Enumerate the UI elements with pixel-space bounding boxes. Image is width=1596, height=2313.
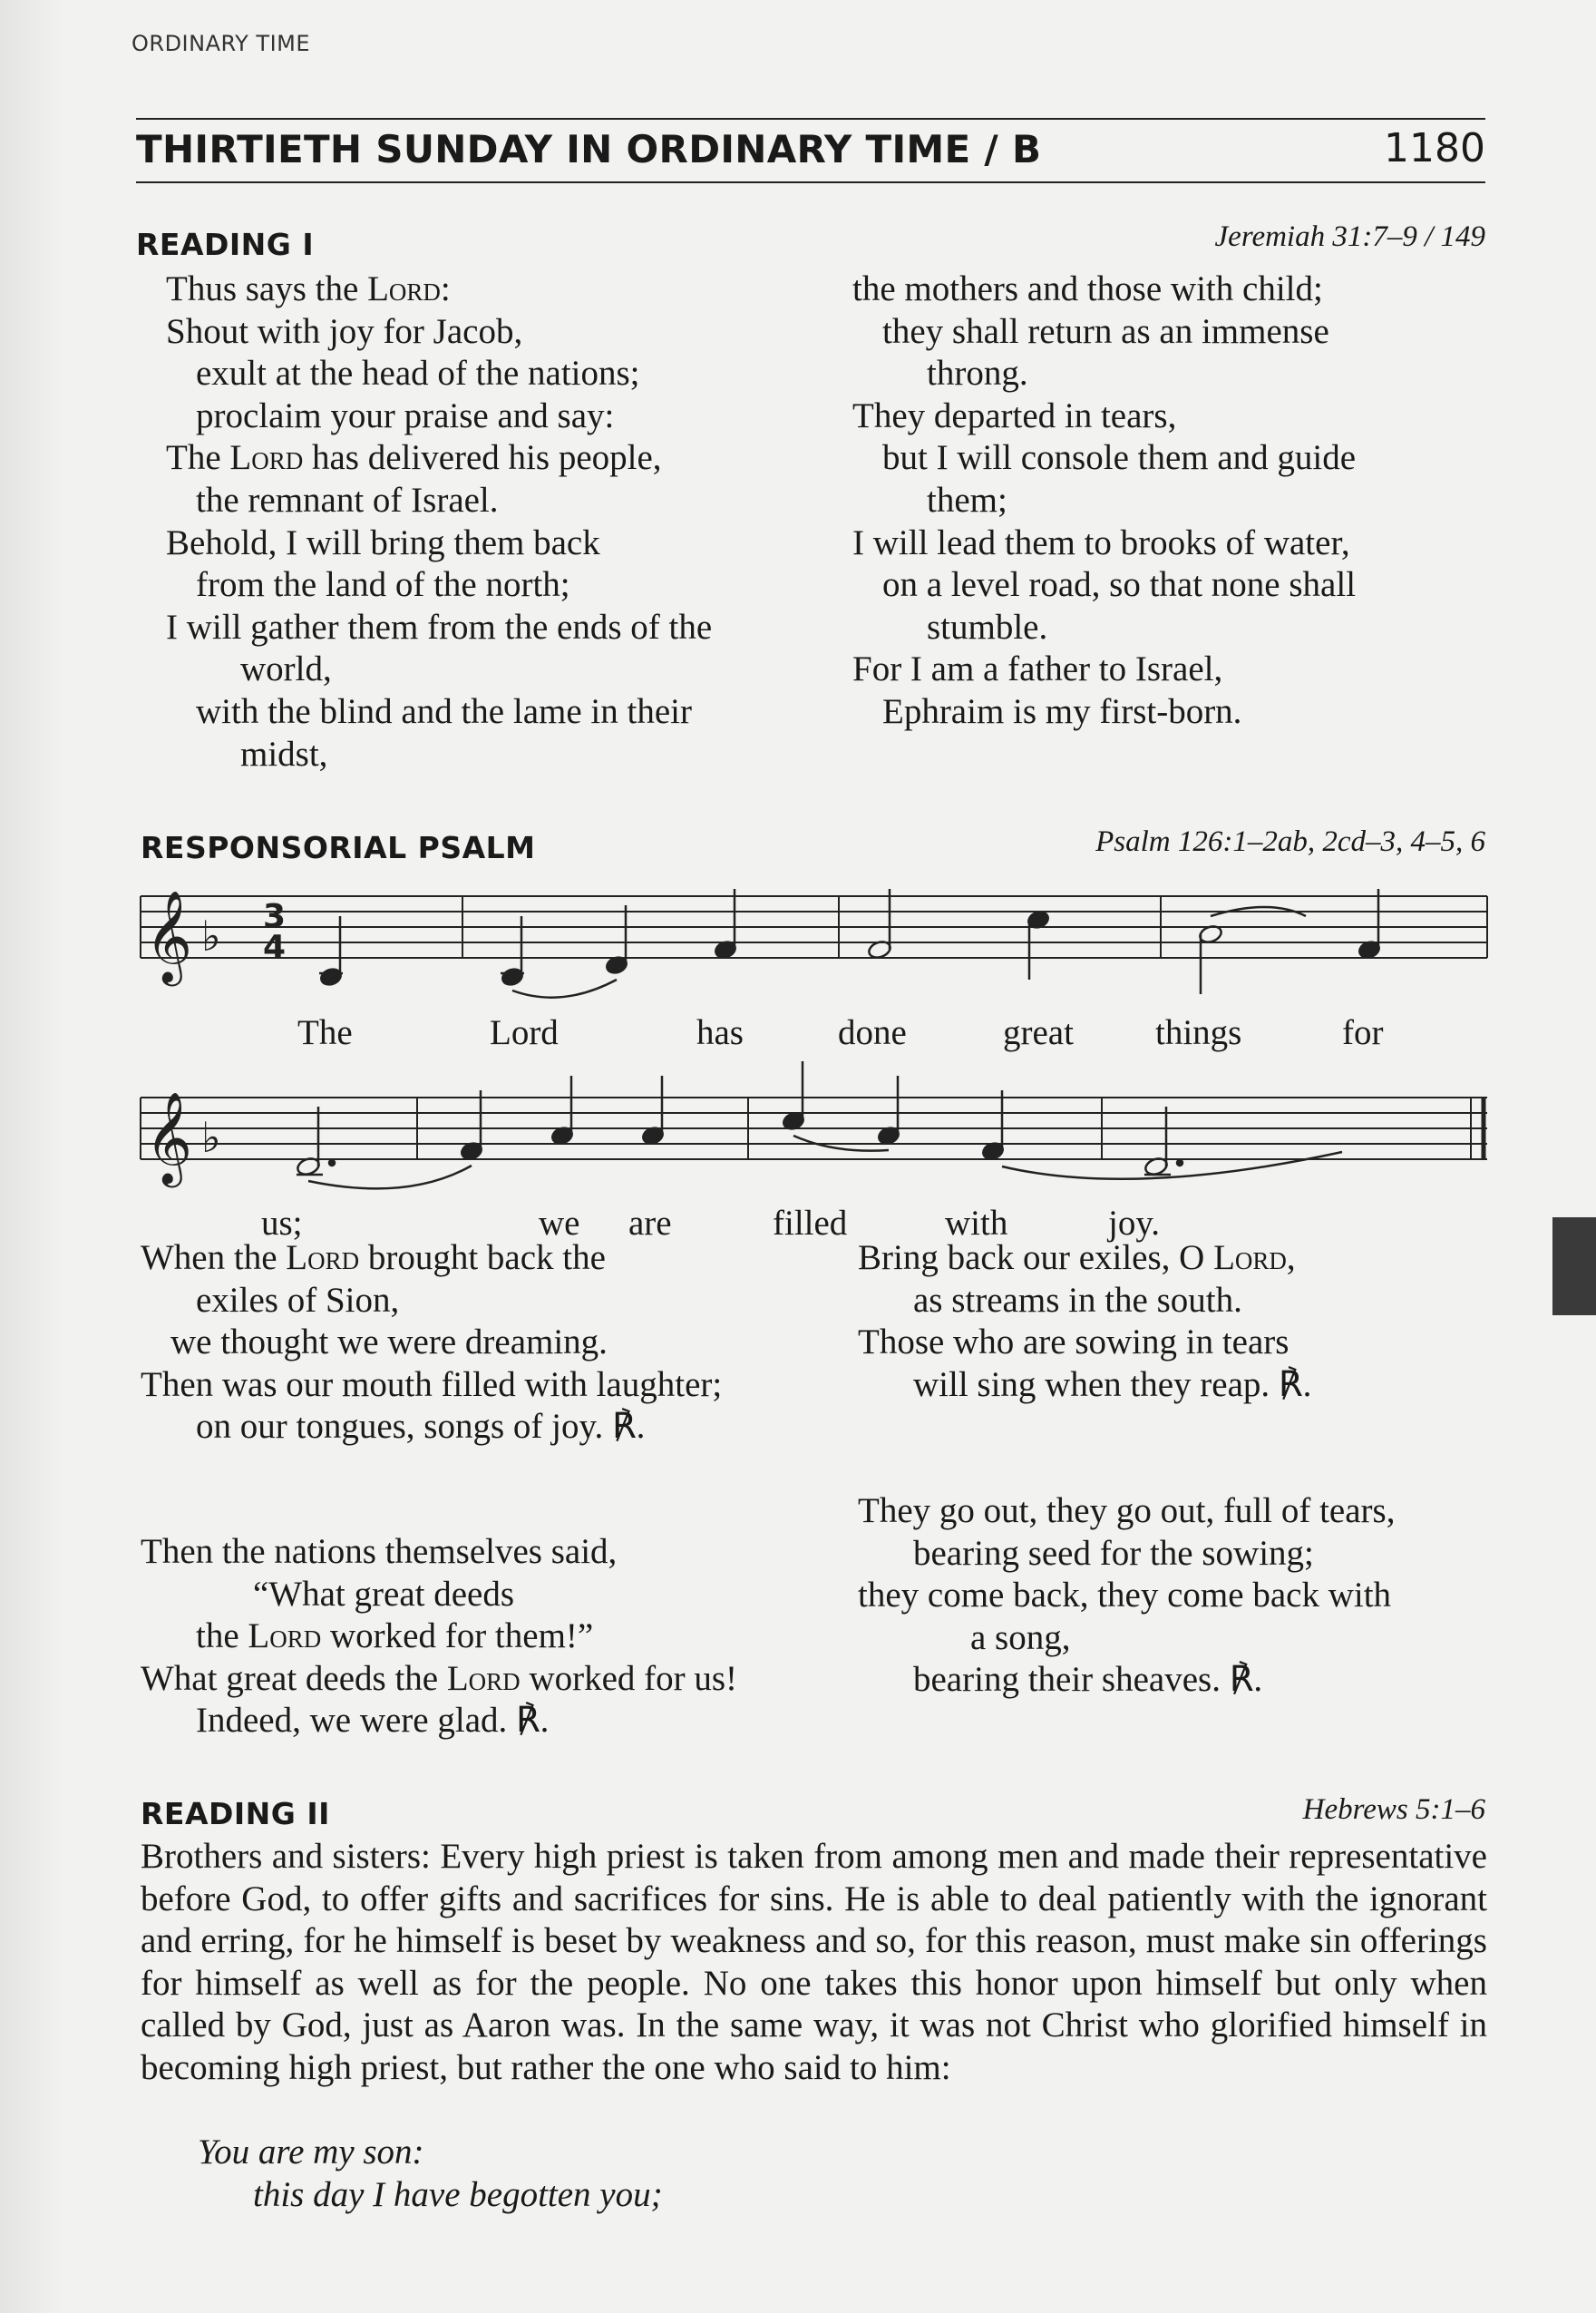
- reading2-citation: Hebrews 5:1–6: [1302, 1793, 1485, 1826]
- verse-line: exiles of Sion,: [196, 1280, 400, 1320]
- slur: [308, 1166, 472, 1188]
- lyric-word: things: [1155, 1013, 1242, 1052]
- verse-line: Shout with joy for Jacob,: [166, 311, 523, 351]
- lyric-word: filled: [773, 1204, 848, 1243]
- verse-line: the remnant of Israel.: [196, 480, 499, 520]
- verse-line: exult at the head of the nations;: [196, 354, 640, 394]
- running-header: ORDINARY TIME: [131, 31, 311, 56]
- lyric-word: we: [539, 1204, 580, 1243]
- verse-line: they shall return as an immense: [882, 311, 1329, 351]
- psalm-verse-4: [858, 1490, 1395, 1702]
- thumb-index-tab: [1552, 1217, 1596, 1315]
- lyric-word: Lord: [490, 1013, 559, 1052]
- verse-line: them;: [927, 480, 1007, 520]
- verse-line: with the blind and the lame in their: [196, 691, 692, 731]
- verse-line: Then was our mouth filled with laughter;: [141, 1364, 723, 1404]
- lord-smallcaps: Lord: [248, 1616, 322, 1656]
- verse-line: midst,: [240, 734, 328, 774]
- verse-line: bearing seed for the sowing;: [913, 1533, 1314, 1573]
- reading2-paragraph: Brothers and sisters: Every high priest is taken from among men and made their representative before God, to offer gifts and sacrifices for sins. He is able to deal patiently with the ignorant and erring, for he himself is beset by weakness and so, for this reason, must make sin offerings for himself as well as for the people. No one takes this honor upon himself but only when called by God, just as Aaron was. In the same way, it was not Christ who glorified himself in becoming high priest, but rather the one who said to him:: [141, 1837, 1487, 2087]
- treble-clef-icon: 𝄞: [145, 889, 193, 982]
- verse-line: stumble.: [927, 607, 1048, 647]
- verse-line: I will lead them to brooks of water,: [852, 522, 1350, 562]
- verse-line: Ephraim is my first-born.: [882, 691, 1242, 731]
- slur: [1002, 1152, 1342, 1179]
- verse-line: “What great deeds: [253, 1574, 515, 1614]
- verse-line: What great deeds the Lord worked for us!: [141, 1658, 738, 1698]
- quote-line: You are my son:: [198, 2132, 424, 2171]
- lyric-word: great: [1003, 1013, 1074, 1052]
- lyric-word: joy.: [1108, 1204, 1161, 1243]
- lord-smallcaps: Lord: [367, 269, 441, 308]
- verse-line: Then the nations themselves said,: [141, 1532, 618, 1571]
- verse-line: For I am a father to Israel,: [852, 649, 1223, 689]
- verse-line: as streams in the south.: [913, 1280, 1242, 1320]
- treble-clef-icon: 𝄞: [145, 1090, 193, 1184]
- reading2-quote: [198, 2132, 663, 2216]
- time-signature-top: 3: [263, 898, 287, 935]
- verse-line: Those who are sowing in tears: [858, 1322, 1289, 1362]
- verse-line: the mothers and those with child;: [852, 269, 1323, 308]
- lyric-word: us;: [261, 1204, 303, 1243]
- lyric-word: The: [297, 1013, 353, 1052]
- verse-line: bearing their sheaves. ℟.: [913, 1660, 1263, 1700]
- verse-line: proclaim your praise and say:: [196, 395, 615, 435]
- verse-line: world,: [240, 649, 332, 689]
- lord-smallcaps: Lord: [286, 1238, 360, 1277]
- page-number: 1180: [1384, 125, 1485, 171]
- verse-line: the Lord worked for them!”: [196, 1616, 594, 1656]
- psalm-heading: RESPONSORIAL PSALM: [141, 830, 536, 865]
- flat-sign-icon: ♭: [201, 1113, 221, 1162]
- verse-line: a song,: [970, 1617, 1071, 1657]
- verse-line: we thought we were dreaming.: [170, 1322, 608, 1362]
- lyric-word: for: [1342, 1013, 1384, 1052]
- verse-line: I will gather them from the ends of the: [166, 607, 713, 647]
- verse-line: Thus says the Lord:: [166, 269, 451, 308]
- verse-line: but I will console them and guide: [882, 438, 1357, 478]
- verse-line: will sing when they reap. ℟.: [913, 1364, 1312, 1404]
- lord-smallcaps: Lord: [229, 438, 304, 478]
- verse-line: They departed in tears,: [852, 395, 1177, 435]
- verse-line: they come back, they come back with: [858, 1576, 1392, 1615]
- verse-line: throng.: [927, 354, 1028, 394]
- verse-line: Bring back our exiles, O Lord,: [858, 1238, 1296, 1277]
- lyric-word: has: [696, 1013, 744, 1052]
- staff-2: [141, 1098, 1487, 1159]
- reading1-heading: READING I: [136, 227, 315, 262]
- psalm-verse-2: [141, 1531, 737, 1742]
- psalm-citation: Psalm 126:1–2ab, 2cd–3, 4–5, 6: [1095, 825, 1485, 858]
- lyric-word: done: [838, 1013, 907, 1052]
- lyric-word: are: [628, 1204, 672, 1243]
- lord-smallcaps: Lord: [1213, 1238, 1287, 1277]
- verse-line: They go out, they go out, full of tears,: [858, 1491, 1396, 1530]
- lyric-word: with: [945, 1204, 1008, 1243]
- verse-line: on a level road, so that none shall: [882, 565, 1357, 605]
- verse-line: on our tongues, songs of joy. ℟.: [196, 1407, 646, 1447]
- verse-line: from the land of the north;: [196, 565, 570, 605]
- verse-line: Behold, I will bring them back: [166, 522, 600, 562]
- reading1-citation: Jeremiah 31:7–9 / 149: [1214, 220, 1485, 253]
- flat-sign-icon: ♭: [201, 912, 221, 961]
- time-signature-bottom: 4: [263, 929, 287, 966]
- slur: [512, 980, 617, 998]
- verse-line: Indeed, we were glad. ℟.: [196, 1701, 550, 1741]
- lord-smallcaps: Lord: [446, 1658, 521, 1698]
- psalm-verse-3: [858, 1237, 1311, 1406]
- verse-line: When the Lord brought back the: [141, 1238, 606, 1277]
- page-title: THIRTIETH SUNDAY IN ORDINARY TIME / B: [136, 127, 1042, 171]
- staff-1: [141, 896, 1487, 958]
- quote-line: this day I have begotten you;: [253, 2174, 663, 2214]
- psalm-verse-1: [141, 1237, 722, 1449]
- verse-line: The Lord has delivered his people,: [166, 438, 662, 478]
- reading2-heading: READING II: [141, 1796, 330, 1831]
